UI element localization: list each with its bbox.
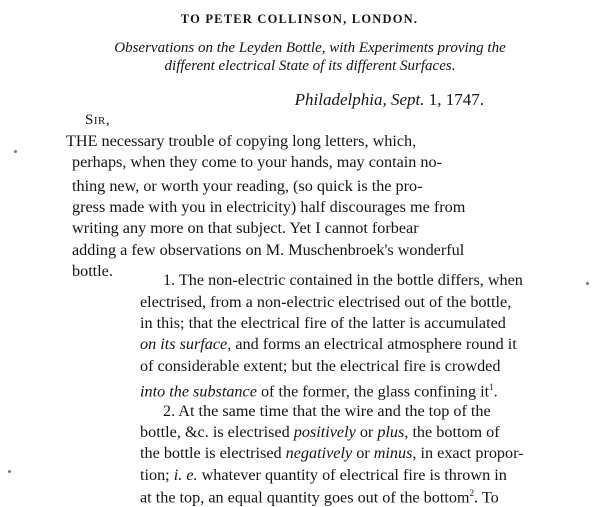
footnote-marker: 1: [489, 382, 494, 392]
scan-speck: [8, 470, 11, 473]
item1-line: 1. The non-electric contained in the bottle differs, when: [163, 271, 523, 289]
item1-text: .: [493, 382, 498, 401]
dateline-date: Sept.: [390, 90, 425, 109]
paragraph1-line: THE necessary trouble of copying long letters, which,: [66, 132, 417, 150]
letter-heading: TO PETER COLLINSON, LONDON.: [180, 12, 419, 26]
item2-text: the bottle is electrised: [140, 444, 286, 462]
paragraph1-line: perhaps, when they come to your hands, may contain no-: [72, 153, 442, 171]
item2-text: at the top, an equal quantity goes out of the bottom: [140, 488, 470, 507]
item2-line: [140, 443, 524, 463]
paragraph1-line: bottle.: [72, 262, 113, 280]
subtitle-line-1: Observations on the Leyden Bottle, with Experiments proving the: [114, 40, 506, 56]
item2-text: , in exact propor-: [412, 444, 524, 462]
paragraph1-line: adding a few observations on M. Muschenbroek's wonderful: [72, 241, 465, 259]
item2-text: or: [352, 444, 374, 462]
item2-emphasis: i. e.: [173, 466, 198, 484]
dateline-place: Philadelphia,: [294, 90, 387, 109]
scan-speck: [586, 282, 589, 285]
item1-line: [140, 334, 517, 354]
paragraph1-line: writing any more on that subject. Yet I cannot forbear: [72, 219, 419, 237]
item1-line: electrised, from a non-electric electrised out of the bottle,: [140, 293, 512, 311]
item2-text: whatever quantity of electrical fire is thrown in: [197, 466, 507, 484]
dateline-day: 1, 1747.: [428, 90, 484, 109]
scan-speck: [14, 150, 17, 153]
item2-text: . To: [474, 488, 499, 507]
item2-text: tion;: [140, 466, 174, 484]
item1-text: of the former, the glass confining it: [256, 382, 490, 401]
subtitle-line-2: different electrical State of its different Surfaces.: [164, 58, 456, 74]
item2-text: bottle, &c. is electrised: [140, 423, 294, 441]
item1-line: [140, 377, 498, 401]
item2-line: [140, 483, 499, 507]
item1-emphasis: on its surface,: [140, 335, 232, 353]
item1-emphasis: into the substance: [140, 382, 257, 401]
item2-text: or: [355, 423, 378, 441]
item1-line: of considerable extent; but the electrical fire is crowded: [140, 357, 501, 375]
item2-emphasis: positively: [293, 423, 356, 441]
item2-line: [140, 465, 507, 485]
item2-text: , the bottom of: [404, 423, 500, 441]
item1-line: in this; that the electrical fire of the latter is accumulated: [140, 314, 506, 332]
paragraph1-line: gress made with you in electricity) half discourages me from: [72, 198, 466, 216]
item1-text: and forms an electrical atmosphere round it: [231, 335, 517, 353]
dateline: [295, 90, 484, 110]
item2-emphasis: plus: [377, 423, 405, 441]
item2-emphasis: minus: [373, 444, 413, 462]
item2-line: [140, 422, 500, 442]
footnote-marker: 2: [469, 488, 475, 498]
salutation: Sir,: [85, 112, 111, 128]
paragraph1-line: thing new, or worth your reading, (so quick is the pro-: [72, 177, 423, 195]
item2-emphasis: negatively: [285, 444, 353, 462]
item2-line: 2. At the same time that the wire and the top of the: [163, 402, 491, 420]
